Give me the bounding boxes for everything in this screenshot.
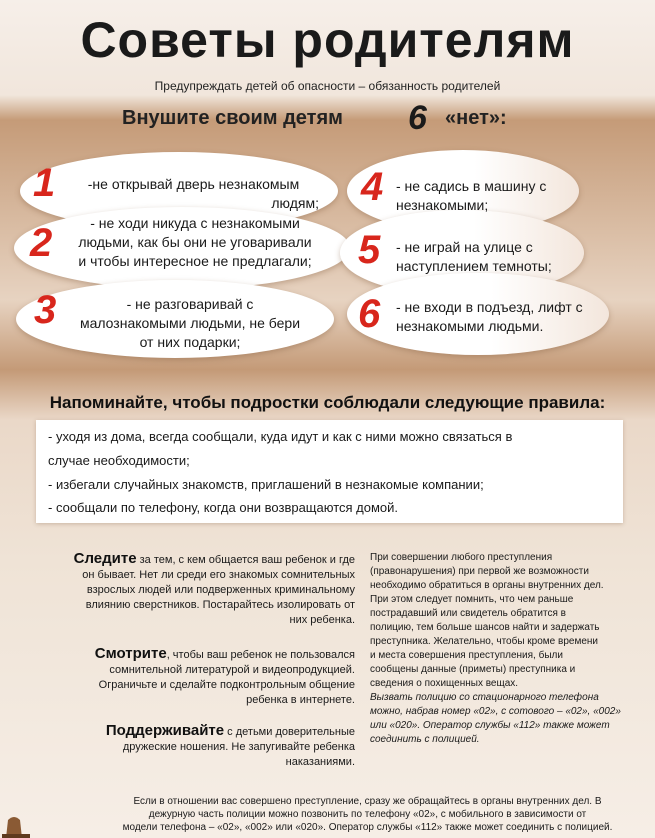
police-info-line: сведения о похищенных вещах. bbox=[370, 678, 519, 689]
advice-watch-line: за тем, с кем общается ваш ребенок и где bbox=[136, 554, 355, 566]
rule-text-2 bbox=[60, 214, 330, 271]
rule-number-3: 3 bbox=[34, 288, 57, 332]
rule-6-line-2: незнакомыми людьми. bbox=[396, 318, 544, 334]
advice-look-line: , чтобы ваш ребенок не пользовался bbox=[166, 649, 355, 661]
remind-title: Напоминайте, чтобы подростки соблюдали следующие правила: bbox=[49, 393, 606, 412]
advice-look-lead: Смотрите bbox=[94, 645, 167, 662]
tell-heading-six: 6 bbox=[408, 99, 427, 137]
rule-4-line-2: незнакомыми; bbox=[396, 197, 489, 213]
rule-5-line-1: - не играй на улице с bbox=[396, 239, 533, 255]
rule-number-1: 1 bbox=[33, 161, 56, 205]
police-phone-line: можно, набрав номер «02», с сотового – «02», «002» bbox=[370, 706, 621, 717]
police-info-line: (правонарушения) при первой же возможности bbox=[370, 566, 589, 577]
police-info-line: При этом следует помнить, что чем раньше bbox=[370, 594, 574, 605]
rule-6-line-1: - не входи в подъезд, лифт с bbox=[396, 299, 583, 315]
police-phone-line: или «020». Оператор службы «112» также может bbox=[370, 720, 610, 731]
advice-watch bbox=[30, 551, 355, 628]
police-info-line: При совершении любого преступления bbox=[370, 552, 553, 563]
corner-ornament bbox=[2, 812, 34, 838]
rule-number-5: 5 bbox=[358, 228, 381, 272]
rule-text-1 bbox=[66, 175, 321, 213]
advice-watch-lead: Следите bbox=[73, 550, 137, 567]
remind-item: - избегали случайных знакомств, приглашений в незнакомые компании; bbox=[48, 477, 484, 492]
advice-support bbox=[30, 723, 355, 770]
footer-line: Если в отношении вас совершено преступление, сразу же обращайтесь в органы внутренних дел. В bbox=[133, 796, 602, 807]
advice-watch-line: взрослых людей или подверженных криминальному bbox=[86, 584, 355, 596]
police-info-line: полицию, тем больше шансов найти и задержать bbox=[370, 622, 600, 633]
police-info bbox=[370, 551, 630, 747]
remind-item: случае необходимости; bbox=[48, 453, 190, 468]
police-info-line: пострадавший или свидетель обратится в bbox=[370, 608, 566, 619]
rule-text-3 bbox=[60, 295, 320, 352]
police-info-line: и места совершения преступления, были bbox=[370, 650, 563, 661]
rule-2-line-2: людьми, как бы они не уговаривали bbox=[78, 234, 312, 250]
tell-heading-text: Внушите своим детям bbox=[122, 107, 343, 129]
advice-look-line: ребенка в интернете. bbox=[246, 694, 355, 706]
remind-box bbox=[36, 420, 623, 523]
rule-number-4: 4 bbox=[361, 165, 384, 209]
rule-5-line-2: наступлением темноты; bbox=[396, 258, 552, 274]
advice-look bbox=[30, 646, 355, 708]
advice-support-line: дружеские ношения. Не запугивайте ребенка bbox=[122, 741, 355, 753]
advice-support-lead: Поддерживайте bbox=[105, 722, 225, 739]
footer-line: дежурную часть полиции можно позвонить по телефону «02», с мобильного в зависимости от bbox=[148, 809, 587, 820]
remind-item: - уходя из дома, всегда сообщали, куда идут и как с ними можно связаться в bbox=[48, 429, 513, 444]
rule-text-5 bbox=[396, 238, 596, 276]
advice-watch-line: он бывает. Нет ли среди его знакомых сомнительных bbox=[82, 569, 355, 581]
rule-text-4 bbox=[396, 177, 596, 215]
police-phone-line: соединить с полицией. bbox=[370, 734, 480, 745]
police-info-line: сообщены данные (приметы) преступника и bbox=[370, 664, 576, 675]
police-phone-line: Вызвать полицию со стационарного телефона bbox=[370, 692, 599, 703]
tell-heading bbox=[0, 101, 655, 137]
rule-3-line-1: - не разговаривай с bbox=[126, 296, 254, 312]
rule-1-line-2: людям; bbox=[271, 195, 319, 211]
rule-3-line-2: малознакомыми людьми, не бери bbox=[79, 315, 301, 331]
advice-watch-line: них ребенка. bbox=[289, 614, 355, 626]
tell-heading-no: «нет»: bbox=[445, 107, 507, 129]
page-title: Советы родителям bbox=[80, 12, 575, 68]
rule-2-line-1: - не ходи никуда с незнакомыми bbox=[90, 215, 300, 231]
rule-2-line-3: и чтобы интересное не предлагали; bbox=[78, 253, 312, 269]
rule-number-2: 2 bbox=[30, 221, 53, 265]
advice-look-line: Ограничьте и сделайте подконтрольным общение bbox=[98, 679, 355, 691]
rule-3-line-3: от них подарки; bbox=[139, 334, 241, 350]
rule-4-line-1: - не садись в машину с bbox=[396, 178, 547, 194]
footer-line: модели телефона – «02», «002» или «020». Оператор службы «112» также может соединить с полицией. bbox=[122, 822, 613, 833]
police-info-line: преступника. Желательно, чтобы кроме времени bbox=[370, 636, 598, 647]
advice-support-line: с детьми доверительные bbox=[224, 726, 355, 738]
rule-text-6 bbox=[396, 298, 611, 336]
police-info-line: необходимо обратиться в органы внутренних дел. bbox=[370, 580, 604, 591]
advice-look-line: сомнительной литературой и видеопродукцией. bbox=[109, 664, 355, 676]
advice-support-line: наказаниями. bbox=[285, 756, 355, 768]
rule-number-6: 6 bbox=[358, 292, 381, 336]
footer-note bbox=[90, 795, 645, 834]
page-subtitle: Предупреждать детей об опасности – обязанность родителей bbox=[154, 79, 501, 93]
advice-watch-line: влиянию сверстников. Постарайтесь изолировать от bbox=[85, 599, 355, 611]
rule-1-line-1: -не открывай дверь незнакомым bbox=[87, 176, 300, 192]
remind-item: - сообщали по телефону, когда они возвращаются домой. bbox=[48, 500, 399, 515]
